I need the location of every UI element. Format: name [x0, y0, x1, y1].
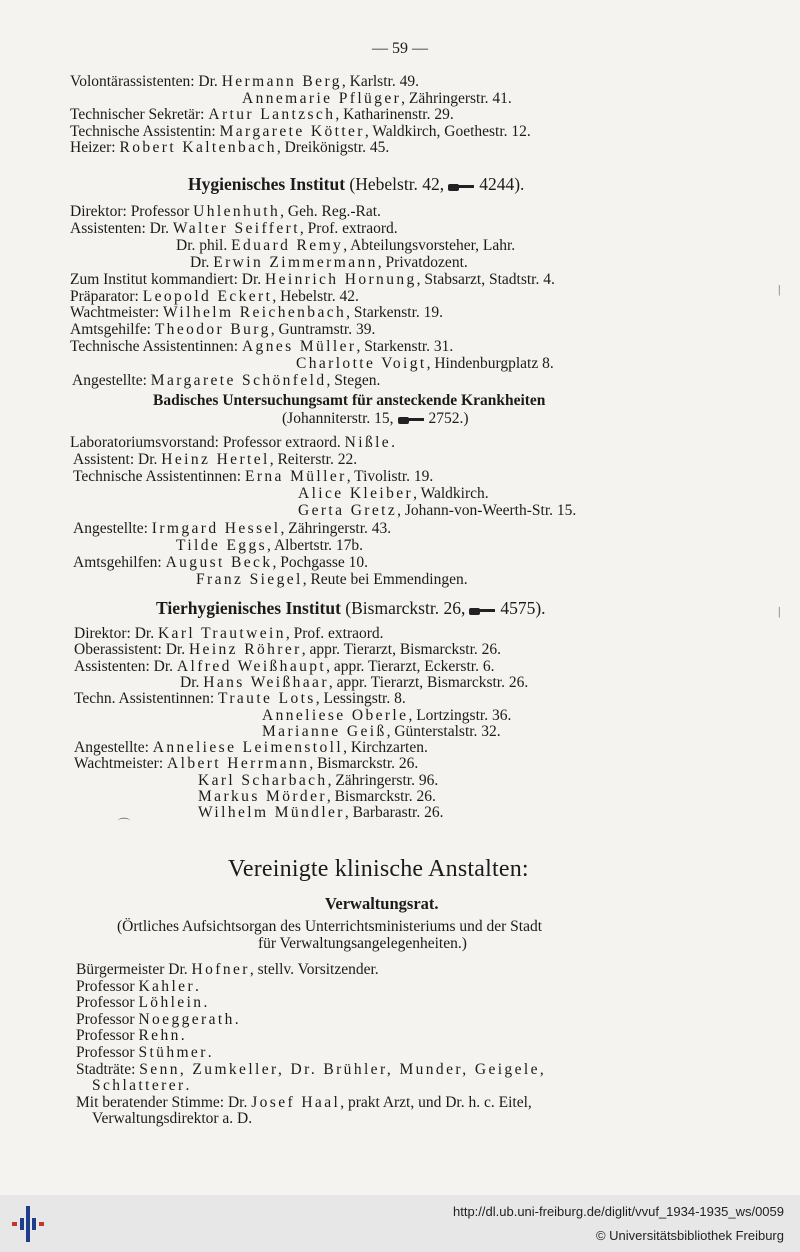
text-line [70, 339, 453, 355]
address-text: (Johanniterstr. 15, [282, 410, 394, 427]
line-text: . [180, 1027, 185, 1045]
scan-speck: ⌒ [118, 817, 131, 831]
line-text: , Hebelstr. 42. [272, 287, 359, 305]
person-name: Alice Kleiber [298, 485, 414, 503]
person-name: Gerta Gretz [298, 502, 398, 520]
line-text: , Guntramstr. 39. [270, 321, 376, 339]
line-text: , Starkenstr. 31. [356, 338, 454, 356]
line-text: Volontärassistenten: Dr. [70, 73, 222, 90]
text-line [296, 356, 554, 372]
line-text: Bürgermeister Dr. [76, 961, 192, 978]
line-text: Stadträte: [76, 1060, 140, 1078]
line-text: Techn. Assistentinnen: [74, 690, 218, 708]
person-name: Uhlenhuth [193, 203, 281, 220]
text-line [74, 659, 494, 675]
line-text: , Bismarckstr. 26. [326, 788, 436, 805]
line-text: , Starkenstr. 19. [346, 304, 444, 322]
line-text: , Waldkirch. [413, 485, 489, 503]
line-text: , Lessingstr. 8. [315, 690, 406, 708]
line-text: , appr. Tierarzt, Bismarckstr. 26. [328, 673, 529, 691]
person-name: Artur Lantzsch [208, 106, 336, 123]
person-name: Markus Mörder [198, 788, 327, 805]
text-line [73, 452, 357, 468]
heading-phone: 4244). [479, 174, 525, 194]
line-text: , Stabsarzt, Stadtstr. 4. [416, 270, 555, 288]
text-line [76, 1062, 546, 1078]
text-line [74, 691, 406, 707]
text-line [76, 1028, 185, 1044]
person-name: Franz Siegel [196, 570, 303, 588]
text-line [73, 521, 391, 537]
person-name: Josef Haal [251, 1093, 341, 1111]
line-text: , Pochgasse 10. [272, 553, 369, 571]
telephone-icon [448, 181, 474, 191]
person-name: Löhlein [138, 994, 204, 1012]
line-text: Professor [76, 1010, 139, 1028]
line-text: . [203, 994, 208, 1012]
text-line [76, 995, 207, 1011]
text-line [242, 91, 512, 107]
person-name: Senn, Zumkeller, Dr. Brühler, Munder, Geigele, [139, 1060, 547, 1078]
line-text: Heizer: [70, 139, 120, 156]
line-text: , Albertstr. 17b. [267, 536, 364, 554]
administrative-board-heading: Verwaltungsrat. [325, 894, 439, 913]
line-text: Technische Assistentinnen: [73, 468, 245, 486]
line-text: Technische Assistentin: [70, 122, 220, 140]
text-line [70, 221, 398, 237]
library-logo-icon [8, 1202, 48, 1246]
line-text: Assistenten: Dr. [70, 219, 173, 237]
text-line [190, 255, 468, 271]
hygiene-institute-heading [188, 174, 524, 195]
line-text: Technischer Sekretär: [70, 106, 209, 123]
text-line [196, 572, 468, 588]
library-footer [0, 1195, 800, 1252]
untersuchungsamt-heading: Badisches Untersuchungsamt für ansteckende Krankheiten [153, 392, 546, 409]
line-text: , stellv. Vorsitzender. [249, 961, 379, 978]
person-name: Annemarie Pflüger [242, 89, 402, 107]
person-name: Marianne Geiß [262, 722, 387, 740]
text-line [180, 675, 528, 691]
line-text: , Hindenburgplatz 8. [426, 355, 554, 373]
person-name: Wilhelm Reichenbach [163, 304, 347, 322]
person-name: Schlatterer [92, 1077, 186, 1095]
source-url-link[interactable]: http://dl.ub.uni-freiburg.de/diglit/vvuf_1934-1935_ws/0059 [453, 1204, 784, 1219]
text-line [70, 435, 395, 451]
heading-address: (Bismarckstr. 26, [340, 598, 466, 618]
line-text: Direktor: Dr. [74, 625, 158, 642]
person-name: Rehn [138, 1027, 181, 1045]
person-name: Heinrich Hornung [265, 270, 417, 288]
line-text: , Katharinenstr. 29. [335, 106, 454, 123]
heading-phone: 4575). [500, 598, 546, 618]
text-line [70, 289, 359, 305]
line-text: Mit beratender Stimme: Dr. [76, 1093, 252, 1111]
line-text: , Prof. extraord. [299, 219, 398, 237]
line-text: , appr. Tierarzt, Eckerstr. 6. [326, 657, 495, 675]
person-name: Erwin Zimmermann [213, 253, 378, 271]
line-text: Präparator: [70, 287, 143, 305]
text-line [176, 238, 515, 254]
address-phone: 2752.) [428, 410, 469, 427]
text-line [76, 1095, 532, 1111]
text-line [76, 979, 199, 995]
person-name: Margarete Schönfeld [150, 372, 327, 389]
line-text: , Zähringerstr. 43. [280, 519, 392, 537]
text-line [70, 124, 531, 140]
text-line [198, 805, 443, 821]
text-line [74, 642, 501, 658]
person-name: Anneliese Leimenstoll [152, 739, 344, 757]
person-name: Kahler [138, 977, 196, 995]
line-text: Assistent: Dr. [73, 451, 162, 469]
person-name: Heinz Röhrer [188, 641, 302, 659]
person-name: Charlotte Voigt [296, 355, 427, 373]
person-name: Tilde Eggs [176, 536, 268, 554]
line-text: . [185, 1077, 190, 1095]
text-line [70, 322, 375, 338]
text-line [298, 503, 576, 519]
text-line [73, 555, 368, 571]
line-text: Angestellte: [72, 372, 151, 389]
person-name: Hermann Berg [221, 73, 342, 90]
text-line [70, 107, 454, 123]
person-name: Karl Trautwein [157, 625, 286, 642]
line-text: , Kirchzarten. [343, 739, 428, 757]
line-text: , Zähringerstr. 96. [327, 771, 439, 789]
veterinary-institute-heading [156, 598, 546, 619]
person-name: Noeggerath [138, 1010, 235, 1028]
person-name: Erna Müller [244, 468, 347, 486]
heading-title: Hygienisches Institut [188, 174, 346, 194]
clinics-heading: Vereinigte klinische Anstalten: [228, 856, 529, 882]
line-text: , Prof. extraord. [285, 625, 384, 642]
line-text: , Reute bei Emmendingen. [302, 570, 468, 588]
line-text: , Reiterstr. 22. [269, 451, 358, 469]
line-text: Oberassistent: Dr. [74, 641, 189, 659]
text-line [74, 740, 428, 756]
text-line [176, 538, 363, 554]
line-text: , prakt Arzt, und Dr. h. c. Eitel, [340, 1093, 532, 1111]
board-note-line-1: (Örtliches Aufsichtsorgan des Unterrichtsministeriums und der Stadt [117, 918, 543, 935]
person-name: Stühmer [138, 1044, 208, 1061]
line-text: Wachtmeister: [74, 755, 168, 773]
line-text: Zum Institut kommandiert: Dr. [70, 270, 266, 288]
line-text: . [195, 977, 199, 995]
line-text: , Abteilungsvorsteher, Lahr. [343, 236, 516, 254]
line-text: Amtsgehilfe: [70, 321, 155, 339]
line-text: , Johann-von-Weerth-Str. 15. [397, 502, 577, 520]
person-name: Margarete Kötter [219, 122, 365, 140]
line-text: , appr. Tierarzt, Bismarckstr. 26. [301, 641, 502, 659]
line-text: , Stegen. [326, 372, 381, 389]
text-line [92, 1111, 252, 1127]
text-line [70, 305, 443, 321]
text-line [92, 1078, 189, 1094]
text-line [262, 724, 501, 740]
person-name: Walter Seiffert [172, 219, 300, 237]
margin-tick: | [778, 282, 781, 296]
heading-title: Tierhygienisches Institut [156, 598, 341, 618]
line-text: Direktor: Professor [70, 203, 194, 220]
person-name: Traute Lots [218, 690, 316, 708]
telephone-icon [398, 414, 424, 424]
line-text: Professor [76, 994, 139, 1012]
line-text: Professor [76, 977, 139, 995]
text-line [70, 272, 555, 288]
line-text: , Lortzingstr. 36. [408, 706, 512, 724]
line-text: , Privatdozent. [377, 253, 468, 271]
text-line [70, 74, 419, 90]
line-text: Dr. [180, 673, 204, 691]
line-text: , Günterstalstr. 32. [386, 722, 501, 740]
person-name: August Beck [165, 553, 273, 571]
person-name: Anneliese Oberle [262, 706, 409, 724]
text-line [70, 204, 381, 220]
person-name: Alfred Weißhaupt [176, 657, 327, 675]
line-text: Verwaltungsdirektor a. D. [92, 1110, 253, 1128]
text-line [74, 626, 384, 642]
line-text: Professor [76, 1044, 139, 1061]
line-text: , Karlstr. 49. [341, 73, 419, 90]
person-name: Nißle [344, 434, 392, 451]
text-line [70, 140, 389, 156]
line-text: , Dreikönigstr. 45. [276, 139, 390, 156]
text-line [73, 469, 433, 485]
line-text: , Zähringerstr. 41. [401, 89, 512, 107]
person-name: Albert Herrmann [167, 755, 310, 773]
board-note-line-2: für Verwaltungsangelegenheiten.) [258, 935, 467, 952]
line-text: Assistenten: Dr. [74, 657, 177, 675]
line-text: . [391, 434, 395, 451]
text-line [262, 708, 511, 724]
line-text: , Barbarastr. 26. [344, 804, 444, 822]
person-name: Heinz Hertel [161, 451, 270, 469]
line-text: Laboratoriumsvorstand: Professor extraord. [70, 434, 345, 451]
line-text: Angestellte: [74, 739, 153, 757]
line-text: , Waldkirch, Goethestr. 12. [364, 122, 531, 140]
person-name: Agnes Müller [241, 338, 357, 356]
person-name: Hans Weißhaar [203, 673, 329, 691]
heading-address: (Hebelstr. 42, [345, 174, 445, 194]
text-line [198, 789, 436, 805]
person-name: Leopold Eckert [142, 287, 273, 305]
text-line [72, 373, 380, 389]
text-line [74, 756, 418, 772]
line-text: Amtsgehilfen: [73, 553, 166, 571]
line-text: . [234, 1010, 239, 1028]
line-text: Technische Assistentinnen: [70, 338, 242, 356]
line-text: Wachtmeister: [70, 304, 164, 322]
text-line [198, 773, 438, 789]
person-name: Hofner [191, 961, 250, 978]
line-text: Professor [76, 1027, 139, 1045]
telephone-icon [469, 605, 495, 615]
copyright-text: © Universitätsbibliothek Freiburg [595, 1228, 784, 1243]
line-text: Dr. [190, 253, 214, 271]
text-line [76, 1012, 239, 1028]
person-name: Theodor Burg [154, 321, 271, 339]
line-text: Dr. phil. [176, 236, 232, 254]
text-line [298, 486, 489, 502]
line-text: , Tivolistr. 19. [346, 468, 434, 486]
person-name: Karl Scharbach [198, 771, 328, 789]
person-name: Eduard Remy [231, 236, 344, 254]
line-text: , Geh. Reg.-Rat. [280, 203, 381, 220]
margin-tick: | [778, 604, 781, 618]
line-text: , Bismarckstr. 26. [309, 755, 419, 773]
page-number: — 59 — [372, 40, 428, 57]
text-line [76, 962, 379, 978]
text-line [76, 1045, 212, 1061]
line-text: Angestellte: [73, 519, 152, 537]
person-name: Robert Kaltenbach [119, 139, 277, 156]
line-text: . [207, 1044, 212, 1061]
untersuchungsamt-address [282, 411, 469, 427]
person-name: Wilhelm Mündler [198, 804, 345, 822]
person-name: Irmgard Hessel [151, 519, 281, 537]
